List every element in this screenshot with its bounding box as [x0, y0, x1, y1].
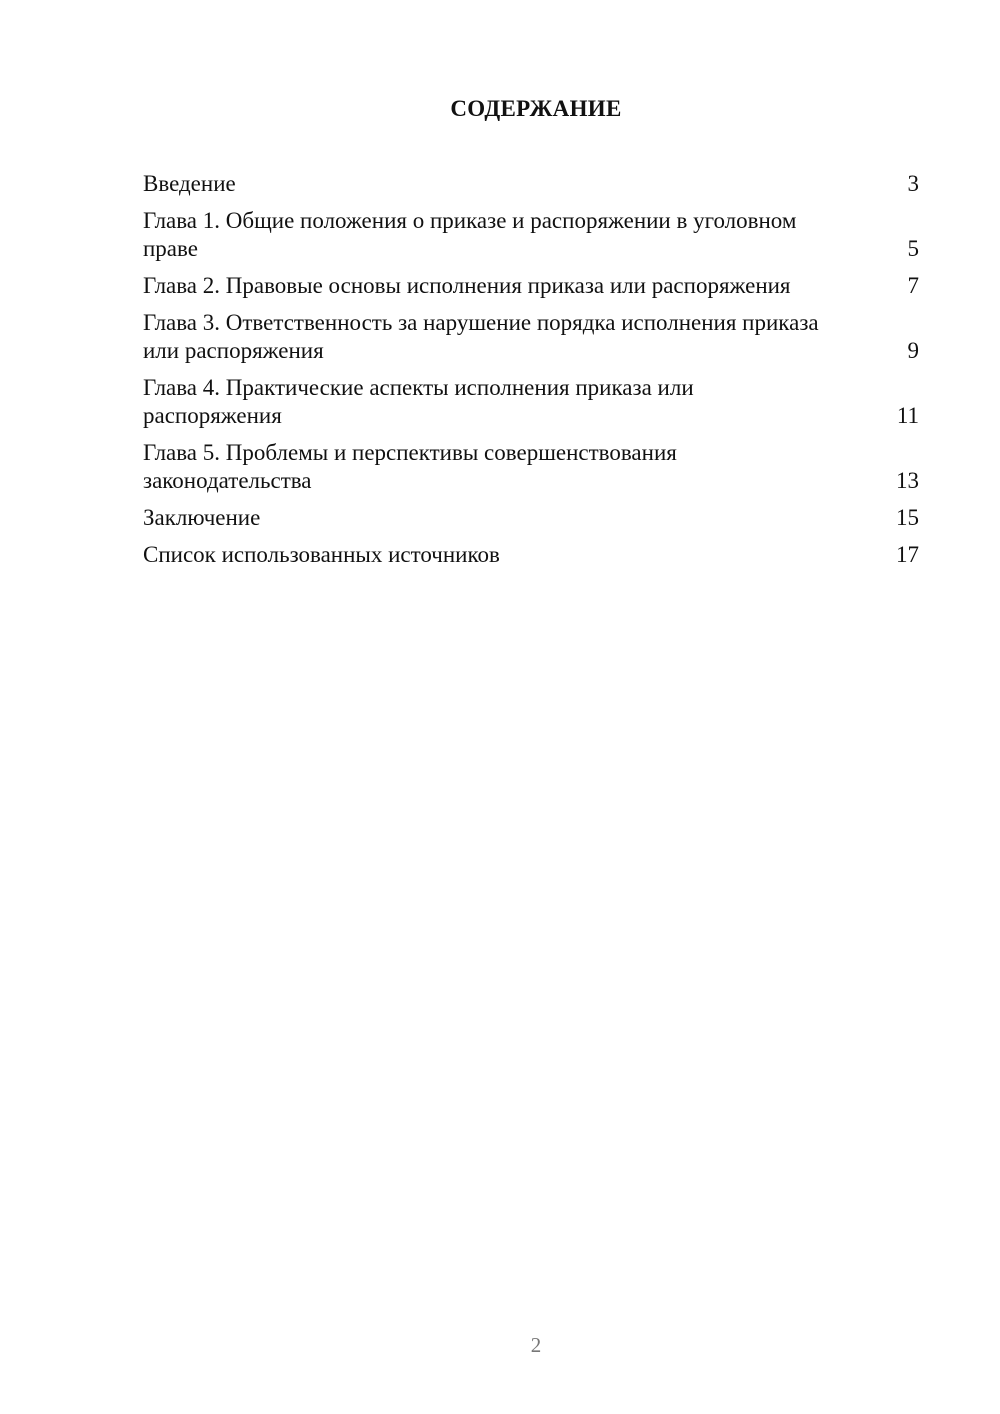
toc-entry-page: 3: [907, 171, 919, 196]
table-of-contents: [143, 170, 919, 578]
toc-entry-title: Глава 3. Ответственность за нарушение порядка исполнения приказа или распоряжения: [143, 310, 819, 363]
toc-heading: СОДЕРЖАНИЕ: [450, 96, 622, 121]
toc-entry-page: 11: [896, 403, 919, 428]
toc-entry-title: Введение: [143, 171, 236, 196]
toc-entry-title: Заключение: [143, 505, 261, 530]
toc-entry-chapter-2: [143, 272, 919, 300]
toc-entry-page: 5: [907, 236, 919, 261]
toc-entry-title: Глава 2. Правовые основы исполнения приказа или распоряжения: [143, 273, 791, 298]
toc-entry-page: 9: [907, 338, 919, 363]
toc-entry-title: Глава 5. Проблемы и перспективы совершенствования законодательства: [143, 440, 677, 493]
toc-entry-page: 17: [896, 542, 919, 567]
toc-entry-sources: [143, 541, 919, 569]
toc-entry-title: Глава 1. Общие положения о приказе и распоряжении в уголовном праве: [143, 208, 797, 261]
toc-entry-chapter-4: [143, 374, 919, 430]
toc-entry-page: 15: [896, 505, 919, 530]
toc-entry-chapter-1: [143, 207, 919, 263]
toc-entry-introduction: [143, 170, 919, 198]
toc-entry-page: 13: [896, 468, 919, 493]
toc-entry-chapter-5: [143, 439, 919, 495]
page-number: 2: [530, 1333, 542, 1357]
toc-entry-chapter-3: [143, 309, 919, 365]
toc-entry-title: Список использованных источников: [143, 542, 500, 567]
toc-entry-title: Глава 4. Практические аспекты исполнения приказа или распоряжения: [143, 375, 694, 428]
toc-entry-page: 7: [907, 273, 919, 298]
toc-entry-conclusion: [143, 504, 919, 532]
